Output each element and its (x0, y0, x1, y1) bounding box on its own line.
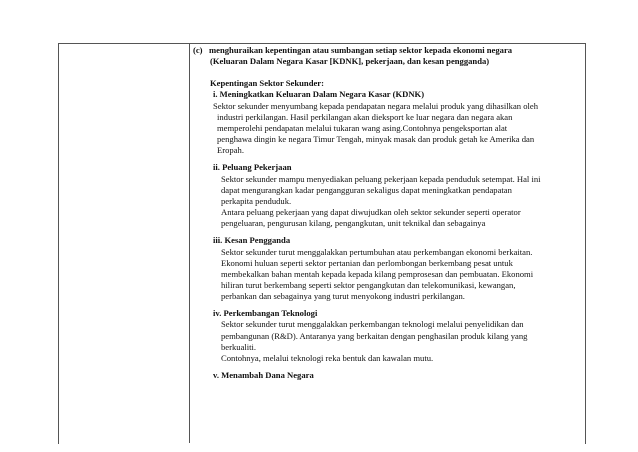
question-marker: (c) (193, 45, 203, 55)
section-heading: Kepentingan Sektor Sekunder: (210, 78, 324, 89)
column-divider (189, 43, 190, 443)
section-2-line: perkapita penduduk. (221, 195, 292, 206)
section-3-line: membekalkan bahan mentah kepada kepada kilang pemprosesan dan pembuatan. Ekonomi (221, 268, 534, 279)
section-3-line: perbankan dan sebagainya yang turut menyokong industri perkilangan. (221, 291, 465, 302)
section-title-2: ii. Peluang Pekerjaan (213, 162, 292, 173)
section-title-1: i. Meningkatkan Keluaran Dalam Negara Kasar (KDNK) (213, 89, 425, 100)
section-4-line: berkualiti. (221, 341, 257, 352)
section-title-3: iii. Kesan Pengganda (213, 235, 291, 246)
section-1-line: industri perkilangan. Hasil perkilangan akan dieksport ke luar negara dan negara akan (217, 111, 513, 122)
question-text-1: menghuraikan kepentingan atau sumbangan setiap sektor kepada ekonomi negara (209, 45, 513, 55)
section-2-line: Sektor sekunder mampu menyediakan peluang pekerjaan kepada penduduk setempat. Hal ini (221, 173, 541, 184)
section-title-5: v. Menambah Dana Negara (213, 370, 314, 381)
section-3-line: Sektor sekunder turut menggalakkan pertumbuhan atau perkembangan ekonomi berkaitan. (221, 246, 533, 257)
section-2-line: dapat mengurangkan kadar pengangguran sekaligus dapat meningkatkan pendapatan (221, 184, 512, 195)
section-1-line: Eropah. (217, 145, 244, 156)
section-4-line: pembangunan (R&D). Antaranya yang berkaitan dengan penghasilan produk kilang yang (221, 330, 528, 341)
section-3-line: hiliran turut berkembang seperti sektor pengangkutan dan telekomunikasi, kewangan, (221, 279, 516, 290)
question-line-2: (Keluaran Dalam Negara Kasar [KDNK], pekerjaan, dan kesan pengganda) (210, 56, 490, 67)
section-3-line: Ekonomi huluan seperti sektor pertanian dan perlombongan berkembang pesat untuk (221, 257, 513, 268)
question-line-1 (193, 45, 581, 56)
section-4-line: Sektor sekunder turut menggalakkan perkembangan teknologi melalui penyelidikan dan (221, 319, 524, 330)
section-1-line: Sektor sekunder menyumbang kepada pendapatan negara melalui produk yang dihasilkan oleh (213, 100, 539, 111)
section-1-line: memperolehi pendapatan melalui tukaran wang asing.Contohnya pengeksportan alat (217, 122, 508, 133)
section-2-line: Antara peluang pekerjaan yang dapat diwujudkan oleh sektor sekunder seperti operator (221, 207, 521, 218)
spacer (193, 67, 581, 78)
section-1-line: penghawa dingin ke negara Timur Tengah, minyak masak dan produk getah ke Amerika dan (217, 134, 535, 145)
section-title-4: iv. Perkembangan Teknologi (213, 308, 318, 319)
content-cell (193, 45, 581, 381)
section-4-line: Contohnya, melalui teknologi reka bentuk dan kawalan mutu. (221, 352, 434, 363)
section-2-line: pengeluaran, pengurusan kilang, pengangkutan, unit teknikal dan sebagainya (221, 218, 486, 229)
